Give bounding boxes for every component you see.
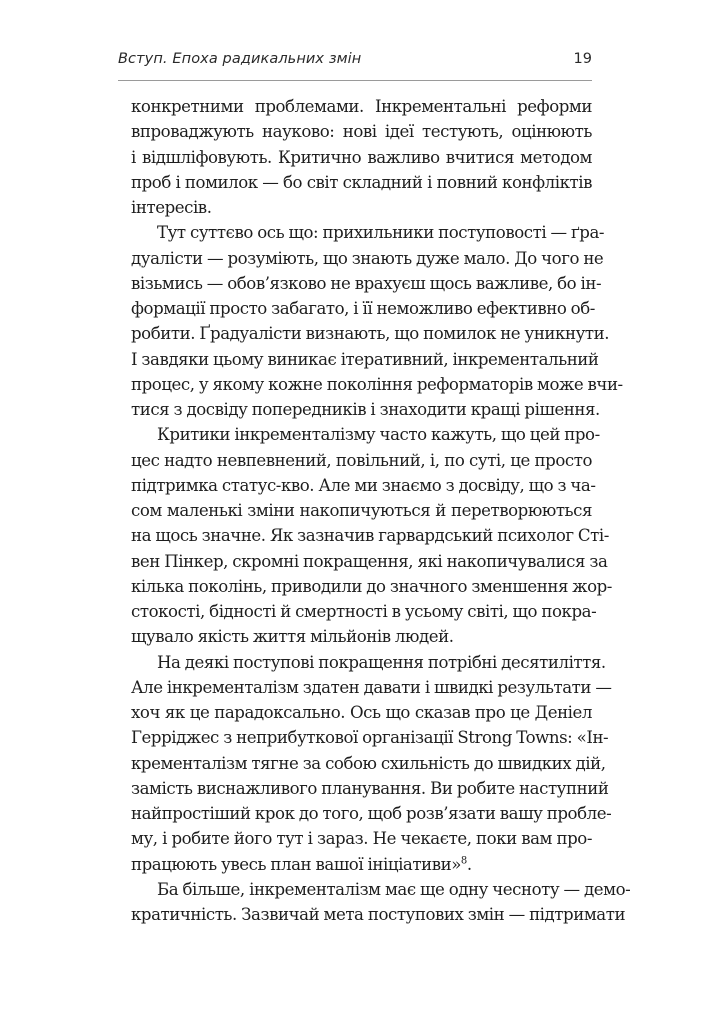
running-head-title: Вступ. Епоха радикальних змін xyxy=(118,51,362,67)
text-line-content: впроваджують науково: нові ідеї тестують, оцінюють xyxy=(131,122,592,142)
text-line xyxy=(131,321,610,346)
text-line xyxy=(131,826,592,851)
text-line-content: щувало якість життя мільйонів людей. xyxy=(131,627,454,647)
text-line-content: підтримка статус-кво. Але ми знаємо з досвіду, що з ча- xyxy=(131,475,596,495)
text-line xyxy=(131,422,600,447)
text-line xyxy=(131,220,605,245)
text-line xyxy=(131,801,612,826)
page-number: 19 xyxy=(573,51,592,67)
text-line-content: візьмись — обов’язково не врахуєш щось важливе, бо ін- xyxy=(131,273,602,293)
text-line-content: дуалісти — розуміють, що знають дуже мало. До чого не xyxy=(131,248,604,268)
text-line-content: найпростіший крок до того, щоб розв’язати вашу пробле- xyxy=(131,804,612,823)
text-line xyxy=(131,397,600,422)
text-line xyxy=(131,852,592,877)
text-line-content: сом маленькі зміни накопичуються й перетворюються xyxy=(131,501,592,520)
header-rule xyxy=(118,80,592,81)
text-line-content: формації просто забагато, і її неможливо ефективно об- xyxy=(131,299,595,318)
text-line xyxy=(131,624,592,649)
running-head xyxy=(118,51,592,75)
text-line-content: кратичність. Зазвичай мета поступових змін — підтримати xyxy=(131,905,626,924)
text-line-content: кілька поколінь, приводили до значного зменшення жор- xyxy=(131,576,612,596)
text-line xyxy=(131,751,606,776)
text-line-content: робити. Ґрадуалісти визнають, що помилок не уникнути. xyxy=(131,324,610,344)
text-line-content: працюють увесь план вашої ініціативи» xyxy=(131,854,461,874)
text-line-content: хоч як це парадоксально. Ось що сказав про це Деніел xyxy=(131,703,592,722)
text-line-content: стокості, бідності й смертності в усьому світі, що покра- xyxy=(131,602,597,621)
text-line-content: проб і помилок — бо світ складний і повний конфліктів xyxy=(131,172,592,192)
text-line-content: Ба більше, інкременталізм має ще одну чесноту — демо- xyxy=(157,879,631,899)
text-line-content: Герріджес з неприбуткової організації Strong Towns: «Ін- xyxy=(131,728,609,748)
text-line xyxy=(131,650,606,675)
text-line-content: конкретними проблемами. Інкрементальні реформи xyxy=(131,97,592,116)
text-line xyxy=(131,549,608,574)
footnote-marker: 8 xyxy=(460,854,467,866)
text-line xyxy=(131,195,592,220)
text-line xyxy=(131,296,595,321)
text-line-content: На деякі поступові покращення потрібні десятиліття. xyxy=(157,652,606,672)
text-line xyxy=(131,700,592,725)
text-line xyxy=(131,599,597,624)
text-line-content: замість виснажливого планування. Ви робите наступний xyxy=(131,778,609,798)
text-line xyxy=(131,574,612,599)
text-line-content: му, і робите його тут і зараз. Не чекаєте, поки вам про- xyxy=(131,829,592,849)
text-line-content: цес надто невпевнений, повільний, і, по суті, це просто xyxy=(131,450,592,470)
text-line-content: Тут суттєво ось що: прихильники поступовості — ґра- xyxy=(157,223,605,243)
line-tail: . xyxy=(466,854,472,874)
text-line xyxy=(131,725,609,750)
text-line xyxy=(131,271,602,296)
text-line xyxy=(131,145,592,170)
text-line xyxy=(131,498,592,523)
text-line xyxy=(131,877,631,902)
text-line xyxy=(131,473,596,498)
text-line xyxy=(131,372,623,397)
text-line-content: І завдяки цьому виникає ітеративний, інкрементальний xyxy=(131,349,599,369)
text-line xyxy=(131,448,592,473)
text-line xyxy=(131,246,604,271)
text-line-content: вен Пінкер, скромні покращення, які накопичувалися за xyxy=(131,551,608,571)
text-line-content: тися з досвіду попередників і знаходити кращі рішення. xyxy=(131,400,600,419)
text-line-content: інтересів. xyxy=(131,198,212,217)
text-line xyxy=(131,776,609,801)
text-line xyxy=(131,675,612,700)
text-line-content: і відшліфовують. Критично важливо вчитися методом xyxy=(131,147,592,167)
text-line-content: Але інкременталізм здатен давати і швидкі результати — xyxy=(131,677,612,697)
text-line xyxy=(131,347,599,372)
text-line xyxy=(131,523,609,548)
text-line xyxy=(131,94,592,119)
text-line-content: Критики інкременталізму часто кажуть, що цей про- xyxy=(157,425,600,445)
text-line xyxy=(131,119,592,144)
text-line-content: процес, у якому кожне покоління реформаторів може вчи- xyxy=(131,374,623,394)
text-line-content: на щось значне. Як зазначив гарвардський психолог Сті- xyxy=(131,526,609,546)
text-line-content: кременталізм тягне за собою схильність до швидких дій, xyxy=(131,753,606,773)
text-line xyxy=(131,902,626,927)
text-line xyxy=(131,170,592,195)
body-text xyxy=(131,94,631,927)
